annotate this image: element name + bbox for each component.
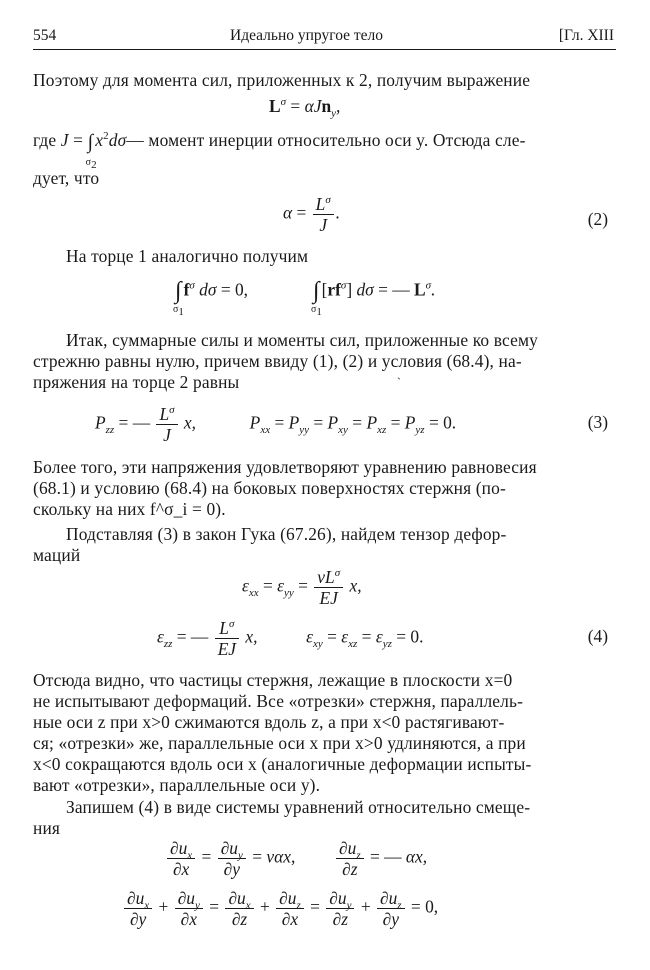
page-number: 554: [33, 27, 57, 44]
paragraph-summary-line1: Итак, суммарные силы и моменты сил, приложенные ко всему: [66, 330, 538, 350]
paragraph-inertia-cont: дует, что: [33, 168, 100, 188]
paragraph-summary-line3: пряжения на торце 2 равны: [33, 372, 240, 392]
running-title: Идеально упругое тело: [230, 27, 384, 44]
equation-2: α = $\frac{L^\sigma}{J}$ .: [283, 194, 341, 235]
paragraph-hooke-line1: Подставляя (3) в закон Гука (67.26), найдем тензор дефор-: [66, 524, 507, 544]
equation-4: $\varepsilon_{zz}$ = — $\frac{L^\sigma}{EJ}$ x, $\varepsilon_{xy} = \varepsilon_{xz} = \varepsilon_{yz} = 0$.: [157, 618, 424, 659]
paragraph-system-line1: Запишем (4) в виде системы уравнений относительно смеще-: [66, 797, 531, 817]
equation-3-number: (3): [587, 412, 608, 432]
equation-2-number: (2): [587, 209, 608, 229]
equation-4-number: (4): [587, 626, 608, 646]
paragraph-summary-line2: стрежню равны нулю, причем ввиду (1), (2) и условия (68.4), на-: [33, 351, 522, 371]
paragraph-deformation-line1: Отсюда видно, что частицы стержня, лежащие в плоскости x=0: [33, 670, 513, 690]
equation-moment: $L^\sigma = \alpha Jn_y$,: [269, 96, 341, 120]
equation-strain-xx: $\varepsilon_{xx} = \varepsilon_{yy}$ = $\frac{\nu L^\sigma}{EJ}$ x,: [242, 567, 362, 608]
paragraph-deformation-line2: не испытывают деформаций. Все «отрезки» стержня, параллель-: [33, 691, 524, 711]
paragraph-inertia-definition: где J = ∫ $\sigma_2$ $x^2d\sigma—$ момент инерции относительно оси y. Отсюда сле-: [33, 130, 526, 171]
equation-3: $P_{zz}$ = — $\frac{L^\sigma}{J}$ x, $P_{xx} = P_{yy} = P_{xy} = P_{xz} = P_{yz} = 0$.: [95, 404, 457, 445]
integral-sign: ∫ $\sigma_1$: [173, 278, 184, 318]
scan-mark: `: [397, 375, 401, 389]
paragraph-equilibrium-line3: скольку на них f^σ_i = 0).: [33, 499, 226, 519]
paragraph-deformation-line3: ные оси z при x>0 сжимаются вдоль z, а при x<0 растягивают-: [33, 712, 505, 732]
chapter-label: [Гл. XIII: [558, 27, 614, 44]
paragraph-deformation-line5: x<0 сокращаются вдоль оси x (аналогичные деформации испыты-: [33, 754, 532, 774]
paragraph-inertia-tail: — момент инерции относительно оси y. Отсюда сле-: [126, 130, 526, 150]
paragraph-inertia-pre: где: [33, 130, 57, 150]
paragraph-deformation-line6: вают «отрезки», параллельные оси y).: [33, 775, 321, 795]
paragraph-moment-intro: Поэтому для момента сил, приложенных к 2, получим выражение: [33, 70, 531, 90]
paragraph-equilibrium-line1: Более того, эти напряжения удовлетворяют уравнению равновесия: [33, 457, 537, 477]
equation-system-row1: $\frac{\partial u_x}{\partial x}$ = $\frac{\partial u_y}{\partial y}$ = ναx, $\frac{\partial u_z}{\partial z}$ = — αx,: [165, 838, 427, 879]
equation-system-row2: $\frac{\partial u_x}{\partial y}$ + $\frac{\partial u_y}{\partial x}$ = $\frac{\partial u_x}{\partial z}$ + $\frac{\partial u_z}{\partial x}$ = $\frac{\partial u_y}{\partial z}$ + $\frac{\partial u_z}{\partial y}$ = 0,: [122, 888, 438, 929]
equation-end-face-forces: ∫ $\sigma_1$ $f^\sigma$ dσ = 0,: [173, 278, 249, 318]
integral-sign: ∫ $\sigma_2$: [85, 130, 97, 171]
integral-sign: ∫ $\sigma_1$: [311, 278, 322, 318]
equation-end-face-moments: ∫ $\sigma_1$ $[rf^\sigma] d\sigma$ = — $L^\sigma$.: [311, 278, 436, 318]
header-rule: [33, 49, 616, 50]
paragraph-deformation-line4: ся; «отрезки» же, параллельные оси x при x>0 удлиняются, а при: [33, 733, 526, 753]
paragraph-hooke-line2: маций: [33, 545, 81, 565]
paragraph-equilibrium-line2: (68.1) и условию (68.4) на боковых поверхностях стержня (по-: [33, 478, 506, 498]
paragraph-end-face: На торце 1 аналогично получим: [66, 246, 309, 266]
paragraph-system-line2: ния: [33, 818, 61, 838]
